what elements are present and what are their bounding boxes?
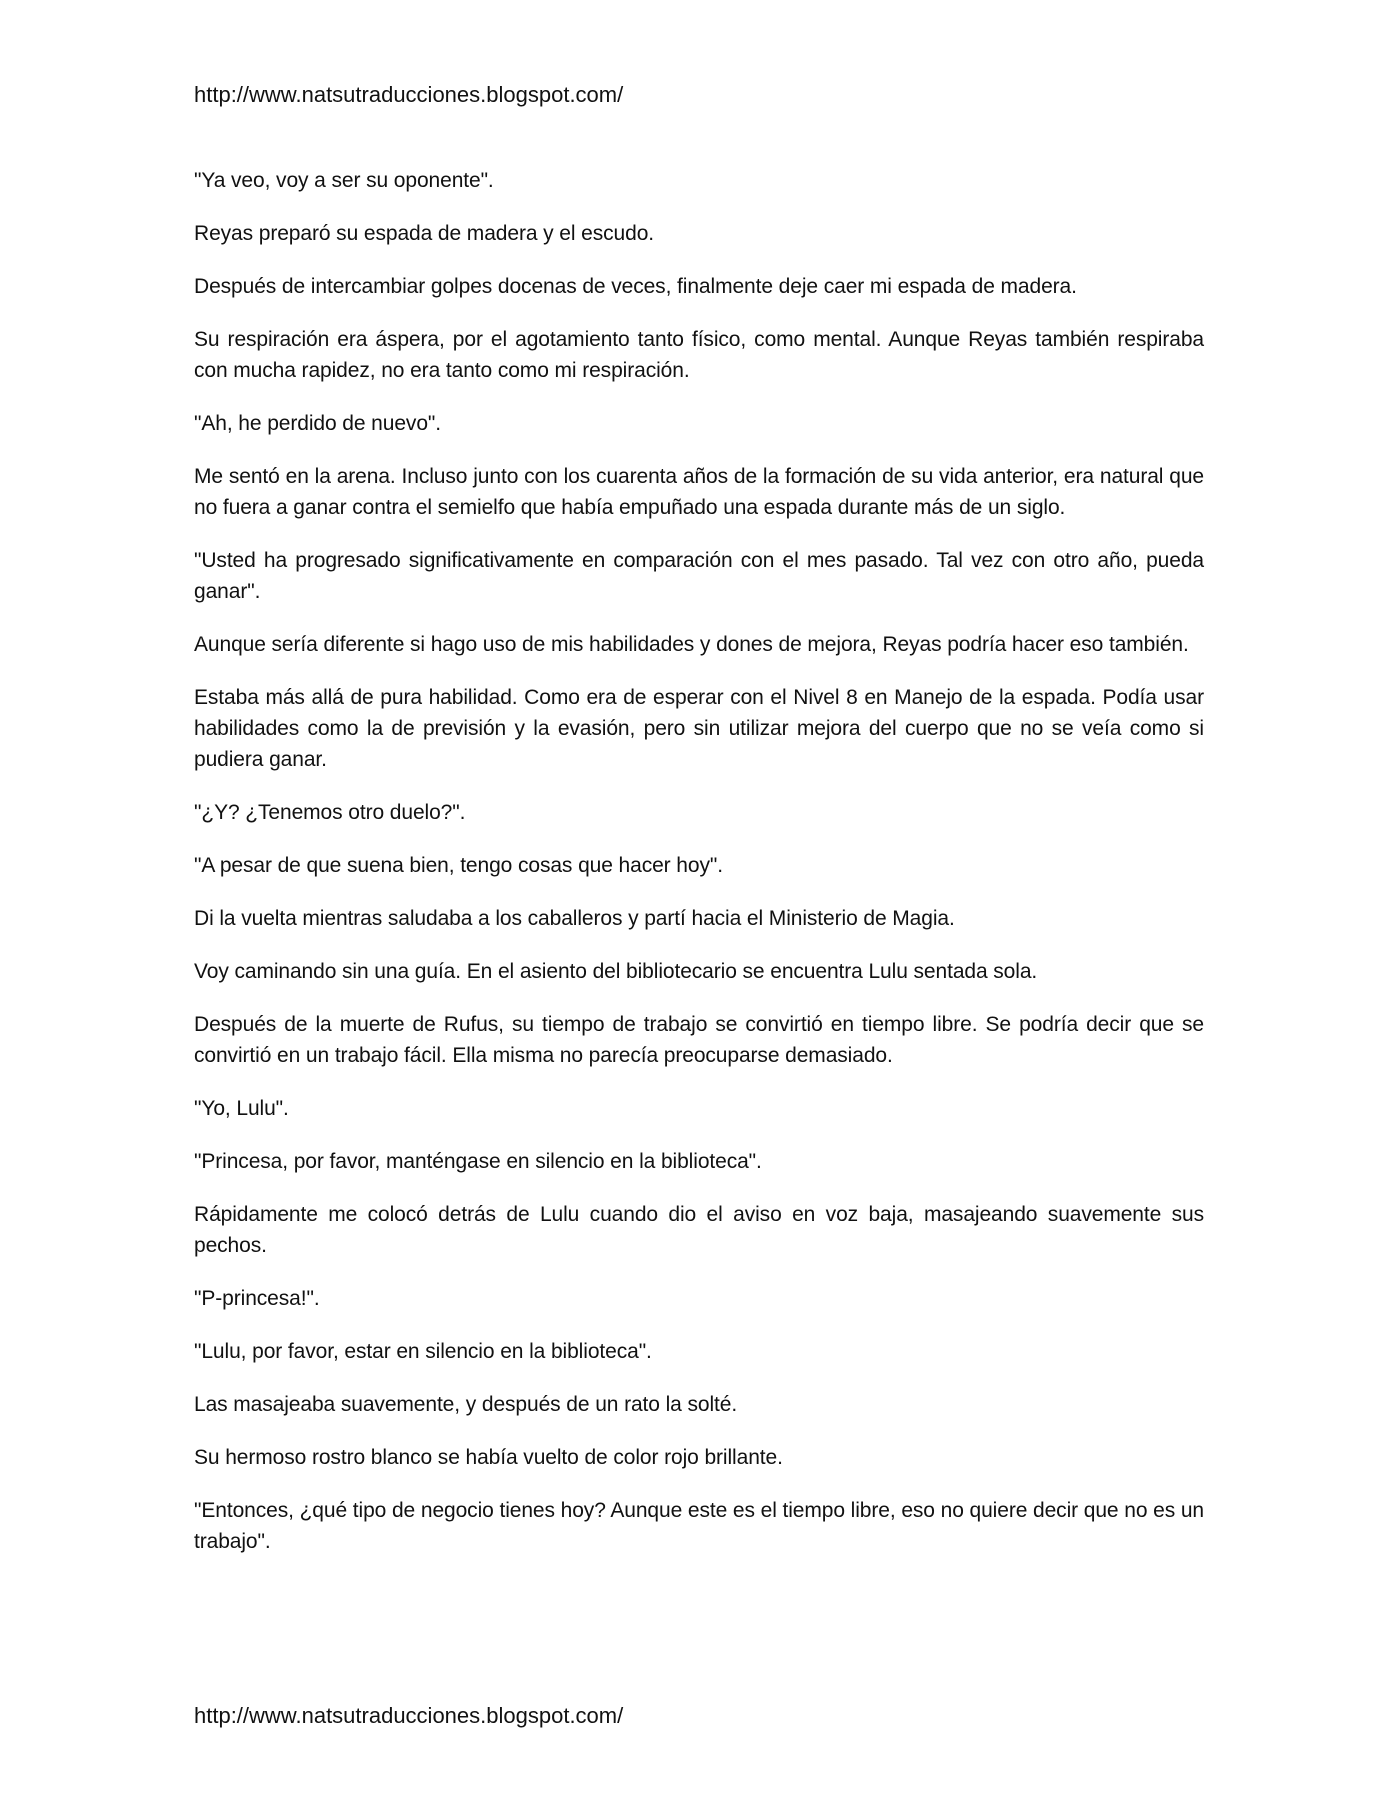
paragraph: "Entonces, ¿qué tipo de negocio tienes hoy? Aunque este es el tiempo libre, eso no quiere decir que no es un trabajo". — [194, 1499, 1205, 1553]
header-url: http://www.natsutraducciones.blogspot.com/ — [194, 82, 624, 107]
paragraph: Voy caminando sin una guía. En el asiento del bibliotecario se encuentra Lulu sentada sola. — [194, 960, 1038, 983]
paragraph: Aunque sería diferente si hago uso de mis habilidades y dones de mejora, Reyas podría hacer eso también. — [194, 633, 1189, 656]
paragraph: "P-princesa!". — [194, 1287, 320, 1310]
paragraph: "Ah, he perdido de nuevo". — [194, 412, 441, 435]
paragraph: Me sentó en la arena. Incluso junto con los cuarenta años de la formación de su vida anterior, era natural que no fuera a ganar contra el semielfo que había empuñado una espada durante más de un siglo. — [194, 465, 1204, 519]
paragraph: "¿Y? ¿Tenemos otro duelo?". — [194, 801, 466, 824]
paragraph: Su hermoso rostro blanco se había vuelto de color rojo brillante. — [194, 1446, 783, 1469]
paragraph: "Lulu, por favor, estar en silencio en la biblioteca". — [194, 1340, 652, 1363]
paragraph: "A pesar de que suena bien, tengo cosas que hacer hoy". — [194, 854, 723, 877]
paragraph: Después de la muerte de Rufus, su tiempo de trabajo se convirtió en tiempo libre. Se podría decir que se convirtió en un trabajo fácil. Ella misma no parecía preocuparse demasiado. — [194, 1013, 1204, 1067]
paragraph: Rápidamente me colocó detrás de Lulu cuando dio el aviso en voz baja, masajeando suavemente sus pechos. — [194, 1203, 1204, 1257]
paragraph: "Yo, Lulu". — [194, 1097, 289, 1120]
footer-url: http://www.natsutraducciones.blogspot.com/ — [194, 1703, 624, 1728]
paragraph: "Ya veo, voy a ser su oponente". — [194, 169, 494, 192]
paragraph: "Princesa, por favor, manténgase en silencio en la biblioteca". — [194, 1150, 762, 1173]
paragraph: Después de intercambiar golpes docenas de veces, finalmente deje caer mi espada de madera. — [194, 275, 1077, 298]
paragraph: Estaba más allá de pura habilidad. Como era de esperar con el Nivel 8 en Manejo de la espada. Podía usar habilidades como la de previsión y la evasión, pero sin utilizar mejora del cuerpo que no se veía como si pudiera ganar. — [194, 686, 1204, 771]
paragraph: "Usted ha progresado significativamente en comparación con el mes pasado. Tal vez con otro año, pueda ganar". — [194, 549, 1204, 603]
paragraph: Su respiración era áspera, por el agotamiento tanto físico, como mental. Aunque Reyas también respiraba con mucha rapidez, no era tanto como mi respiración. — [194, 328, 1204, 382]
paragraph: Las masajeaba suavemente, y después de un rato la solté. — [194, 1393, 738, 1416]
document-body — [194, 165, 1204, 1557]
paragraph: Reyas preparó su espada de madera y el escudo. — [194, 222, 655, 245]
paragraph: Di la vuelta mientras saludaba a los caballeros y partí hacia el Ministerio de Magia. — [194, 907, 955, 930]
